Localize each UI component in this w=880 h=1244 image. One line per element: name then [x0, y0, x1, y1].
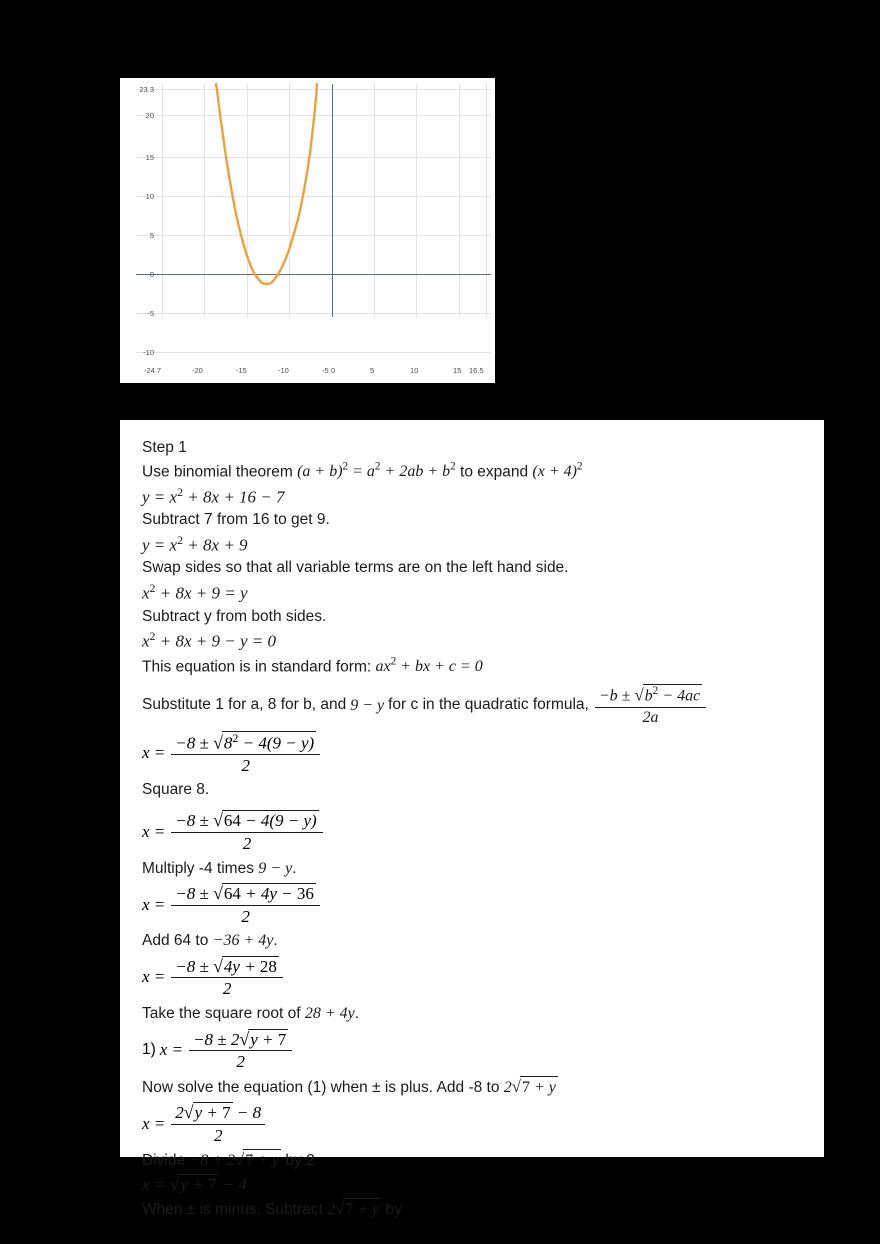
- y-tick-label: 5: [149, 231, 154, 240]
- when-minus-expression: 2√7 + y: [327, 1201, 381, 1218]
- x-tick-label: 5: [370, 366, 375, 375]
- sqrt-text-post: .: [354, 1004, 360, 1022]
- formula-added: x = $\frac{-8 \pm √4y + 28}{2}$: [142, 956, 802, 999]
- graph-canvas: [120, 78, 495, 383]
- subtract-seven-text: Subtract 7 from 16 to get 9.: [142, 511, 330, 529]
- equation-number-label: 1): [142, 1041, 156, 1059]
- expand-expression: $(x + 4)^2$: [532, 460, 583, 480]
- x-tick-label: -24.7: [144, 366, 162, 375]
- formula-substituted: x = $\frac{-8 \pm √8^2 - 4(9 - y)}{2}$: [142, 731, 802, 776]
- formula-squared: x = $\frac{-8 \pm √64 - 4(9 - y)}{2}$: [142, 810, 802, 853]
- equation-standard: $x^2 + 8x + 9 - y = 0$: [142, 629, 277, 651]
- y-tick-label: 10: [145, 192, 154, 201]
- sqrt-expression: 28 + 4y: [304, 1004, 355, 1022]
- x-tick-label: 10: [410, 366, 419, 375]
- solution-plus: x = √y + 7 − 4: [142, 1173, 247, 1194]
- c-value: 9 − y: [350, 696, 385, 714]
- y-tick-label: -10: [143, 348, 154, 357]
- quadratic-formula: $\frac{-b \pm √b^2 - 4ac}{2a}$: [595, 684, 706, 727]
- substitute-line: [142, 684, 802, 727]
- divide-line: [142, 1149, 802, 1172]
- solution-panel: [120, 420, 824, 1218]
- formula-multiplied: x = $\frac{-8 \pm √64 + 4y - 36}{2}$: [142, 883, 802, 926]
- when-minus-text-pre: When ± is minus. Subtract: [142, 1200, 323, 1218]
- binomial-text-pre: Use binomial theorem: [142, 462, 293, 480]
- add64-expression: −36 + 4y: [212, 932, 274, 950]
- binomial-theorem-line: [142, 460, 802, 483]
- divide-text-post: by 2: [285, 1152, 315, 1170]
- now-solve-expression: 2√7 + y: [504, 1079, 558, 1096]
- y-tick-label: 0: [149, 270, 154, 279]
- when-minus-text-post: by: [385, 1200, 402, 1218]
- multiply-text-pre: Multiply -4 times: [142, 859, 254, 877]
- swap-sides-text: Swap sides so that all variable terms are on the left hand side.: [142, 559, 569, 577]
- multiply-line: [142, 858, 802, 880]
- subtract-y-text: Subtract y from both sides.: [142, 607, 327, 625]
- equation-expanded: $y = x^2 + 8x + 16 - 7$: [142, 484, 285, 507]
- y-tick-label: -5: [147, 309, 154, 318]
- y-tick-label: 15: [145, 153, 154, 162]
- binomial-text-mid: to expand: [460, 462, 529, 480]
- square-eight-text: Square 8.: [142, 780, 210, 798]
- standard-form-formula: $ax^2$ + bx + c = 0: [375, 656, 483, 676]
- graph-panel: [120, 78, 495, 383]
- now-solve-text: Now solve the equation (1) when ± is plus. Add -8 to: [142, 1078, 500, 1096]
- formula-simplified-root: 1) x = $\frac{-8 \pm 2√y + 7}{2}$: [142, 1029, 802, 1072]
- x-tick-label: -5: [322, 366, 329, 375]
- x-tick-label: -15: [236, 366, 247, 375]
- multiply-expression: 9 − y: [258, 859, 293, 877]
- now-solve-line: [142, 1076, 802, 1099]
- equation-simplified: $y = x^2 + 8x + 9$: [142, 532, 248, 555]
- equation-swapped: $x^2 + 8x + 9 = y$: [142, 581, 248, 603]
- add64-line: [142, 930, 802, 952]
- x-tick-label: 15: [453, 366, 462, 375]
- standard-form-line: [142, 655, 802, 678]
- add64-text-post: .: [273, 932, 278, 950]
- x-tick-label: 0: [331, 366, 336, 375]
- y-tick-label: 20: [145, 111, 154, 120]
- when-minus-line: [142, 1198, 802, 1221]
- take-sqrt-line: [142, 1003, 802, 1025]
- x-tick-label: -20: [192, 366, 203, 375]
- y-tick-label: 23.3: [139, 85, 154, 94]
- divide-expression: −8 + 2√7 + y: [189, 1152, 281, 1169]
- substitute-text-post: for c in the quadratic formula,: [388, 696, 589, 714]
- add64-text-pre: Add 64 to: [142, 932, 209, 950]
- x-tick-label: 16.5: [469, 366, 484, 375]
- divide-text-pre: Divide: [142, 1152, 186, 1170]
- standard-form-text: This equation is in standard form:: [142, 658, 372, 676]
- binomial-formula: $(a + b)^2 = a^2 + 2ab + b^2$: [297, 460, 456, 480]
- x-tick-label: -10: [278, 366, 289, 375]
- step-title: Step 1: [142, 439, 187, 456]
- sqrt-text-pre: Take the square root of: [142, 1004, 301, 1022]
- multiply-text-post: .: [292, 859, 297, 877]
- formula-plus-branch: x = $\frac{2√y + 7 - 8}{2}$: [142, 1102, 802, 1145]
- parabola-curve: [120, 78, 495, 383]
- substitute-text-pre: Substitute 1 for a, 8 for b, and: [142, 696, 347, 714]
